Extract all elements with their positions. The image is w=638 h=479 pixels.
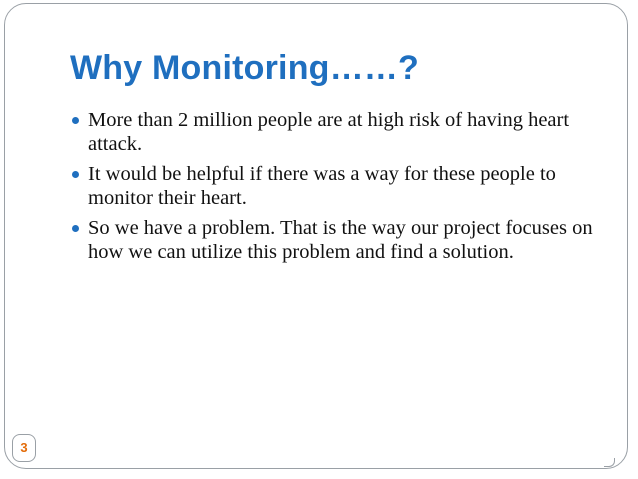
bullet-dot-icon <box>72 117 79 124</box>
bullet-item <box>70 216 610 264</box>
bullet-text: More than 2 million people are at high risk of having heart attack. <box>88 109 570 155</box>
bullet-list <box>70 108 610 270</box>
bullet-text: So we have a problem. That is the way our project focuses on how we can utilize this problem and find a solution. <box>88 217 593 263</box>
bullet-item <box>70 108 610 156</box>
bullet-text: It would be helpful if there was a way for these people to monitor their heart. <box>88 163 556 209</box>
bullet-item <box>70 162 610 210</box>
page-number-badge <box>12 434 36 462</box>
slide-title: Why Monitoring……? <box>70 49 419 87</box>
page-number: 3 <box>20 440 28 455</box>
bullet-dot-icon <box>72 225 79 232</box>
bullet-dot-icon <box>72 171 79 178</box>
